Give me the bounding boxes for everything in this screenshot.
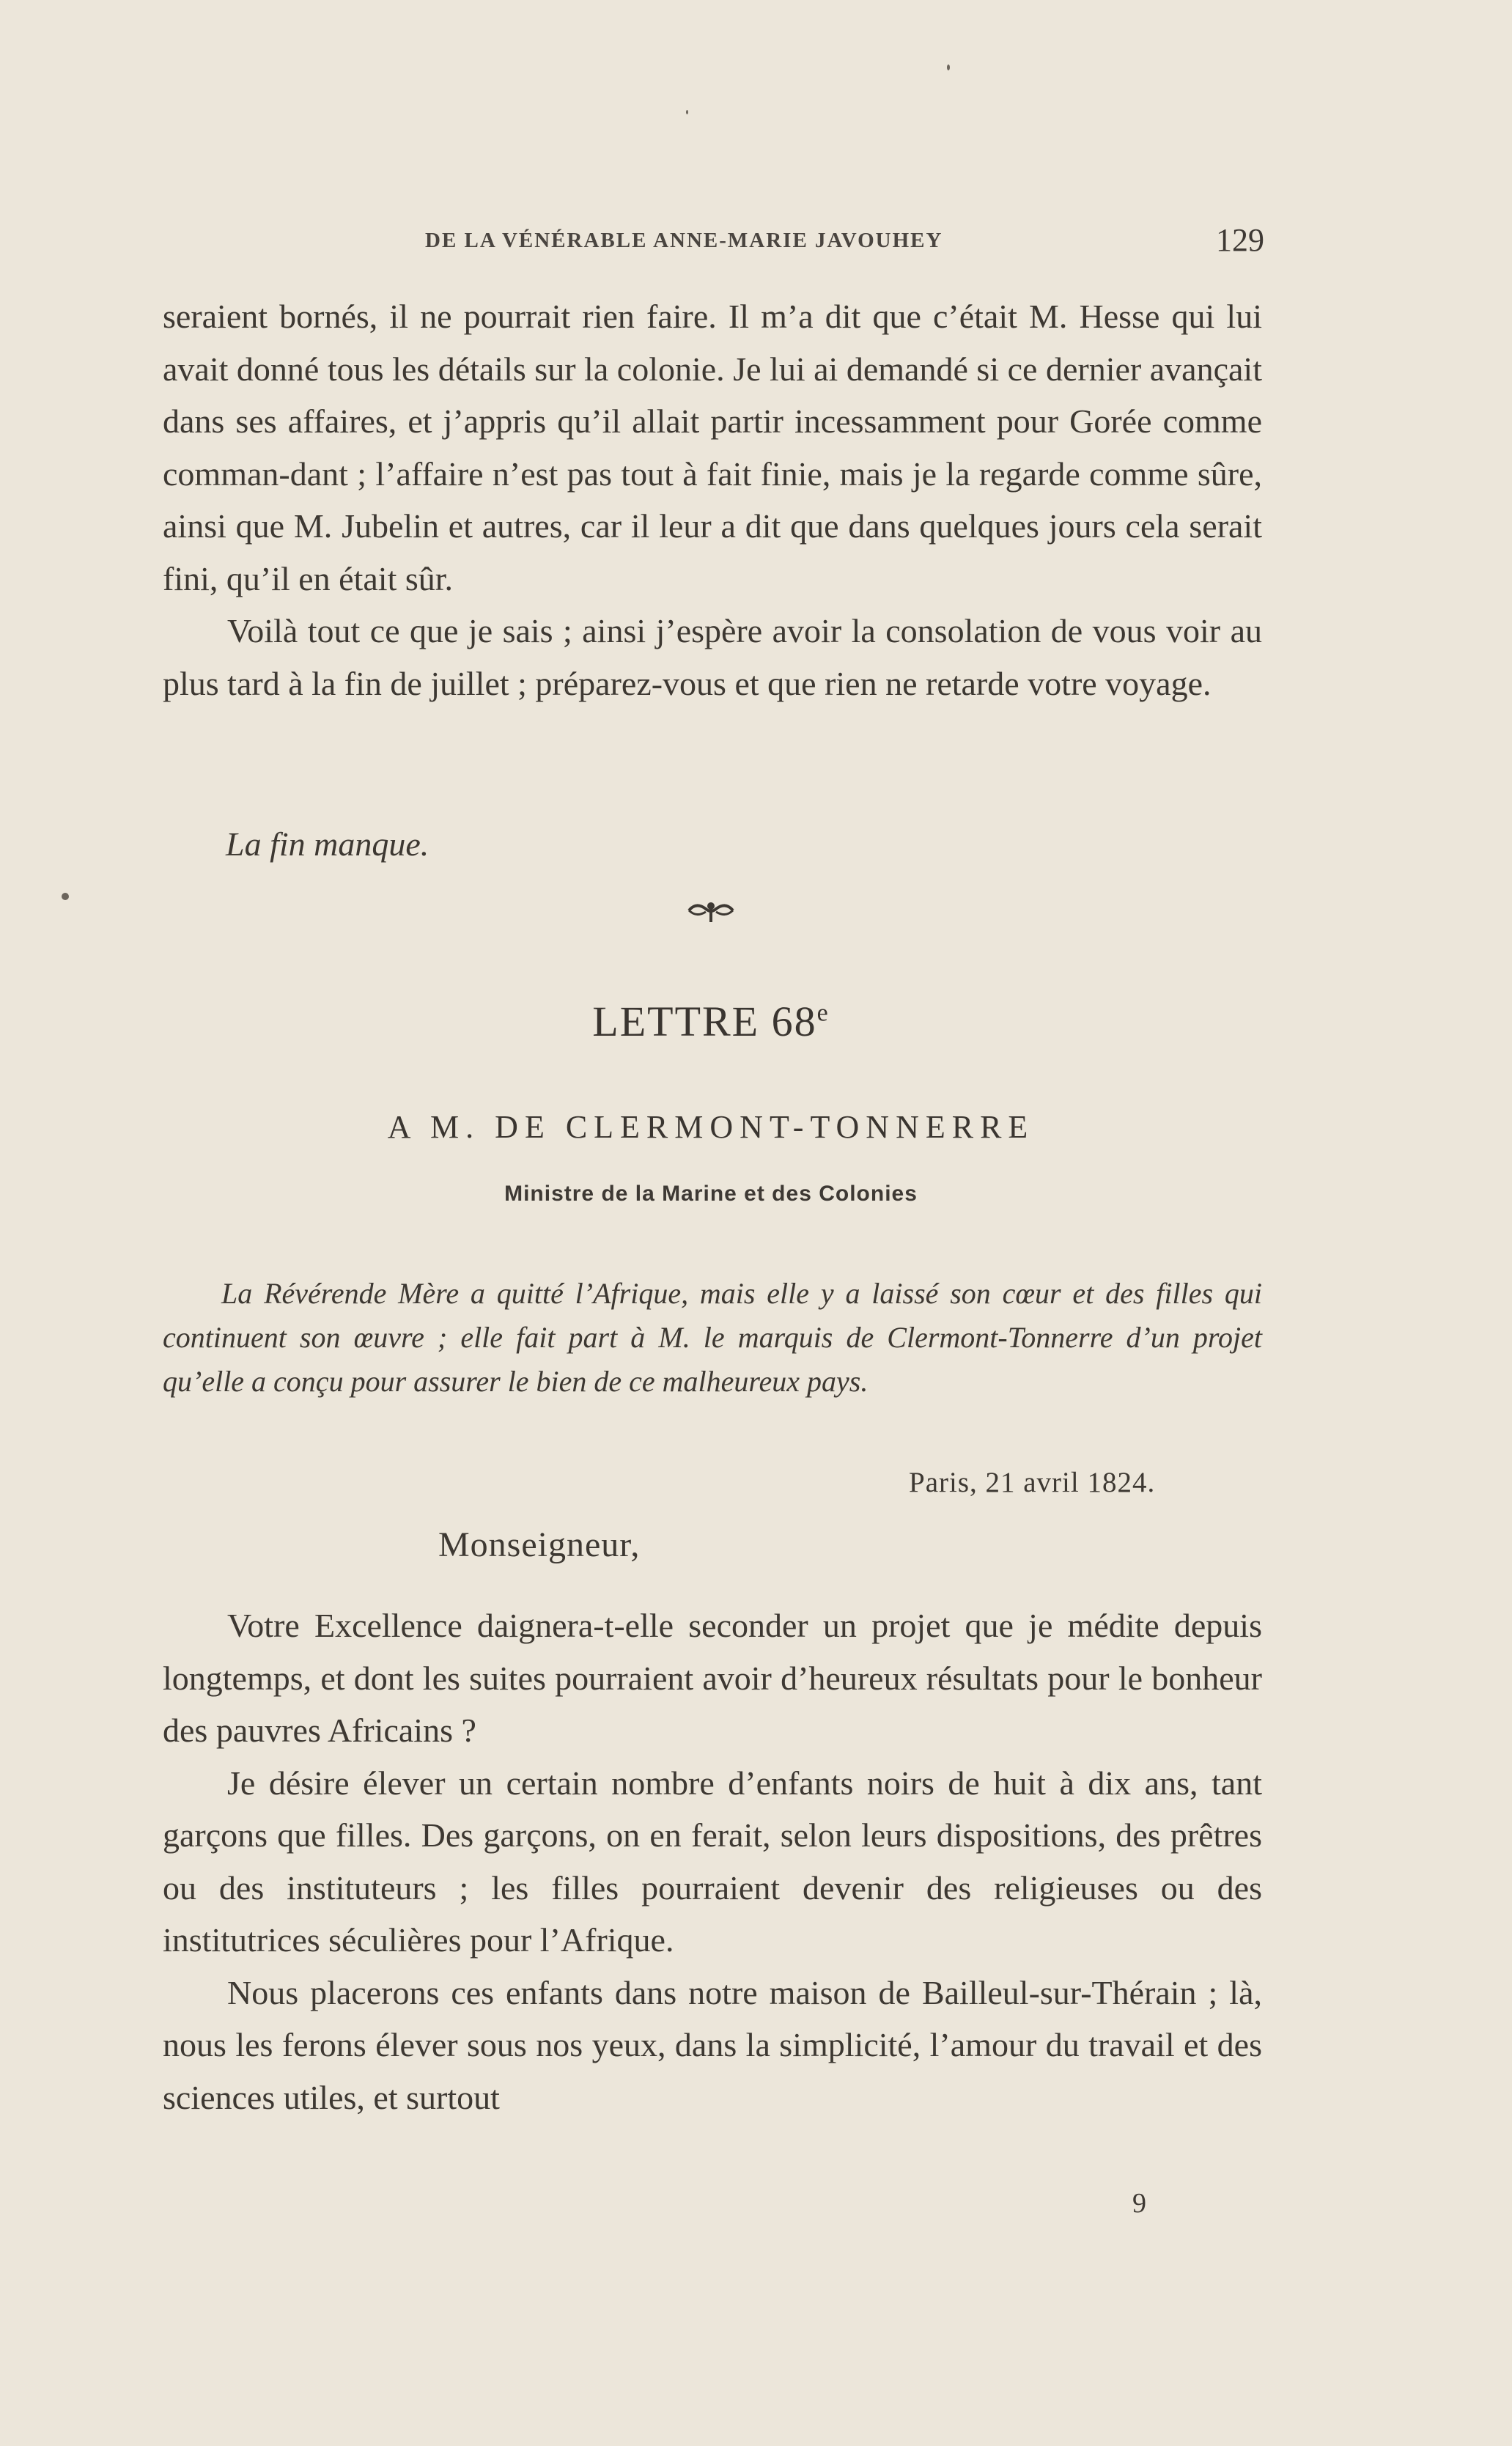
- addressee-role: Ministre de la Marine et des Colonies: [504, 1182, 918, 1206]
- running-header: [425, 221, 1264, 265]
- letter-summary: [163, 1272, 1262, 1404]
- letter-body: [163, 1599, 1262, 2123]
- letter-title-main: LETTRE 68: [592, 998, 817, 1045]
- page-number: 129: [1216, 222, 1264, 258]
- paragraph: Votre Excellence daignera-t-elle seconder un projet que je médite depuis longtemps, et dont les suites pourraient avoir d’heureux résultats pour le bonheur des pauvres Africains ?: [163, 1607, 1262, 1749]
- signature-mark: 9: [1132, 2188, 1146, 2219]
- text-block-continuation: [163, 290, 1262, 710]
- paper-speck: [62, 893, 69, 900]
- paragraph: Je désire élever un certain nombre d’enfants noirs de huit à dix ans, tant garçons que filles. Des garçons, on en ferait, selon leurs dispositions, des prêtres ou des instituteurs ; les filles pourraient devenir des religieuses ou des institutrices séculières pour l’Afrique.: [163, 1764, 1262, 1959]
- summary-text: La Révérende Mère a quitté l’Afrique, mais elle y a laissé son cœur et des filles qui continuent son œuvre ; elle fait part à M. le marquis de Clermont-Tonnerre d’un projet qu’elle a conçu pour assurer le bien de ce malheureux pays.: [163, 1277, 1262, 1398]
- paper-speck: [686, 110, 688, 114]
- closing-note: La fin manque.: [226, 825, 429, 863]
- fleuron-ornament-icon: [685, 896, 737, 925]
- letter-dateline: Paris, 21 avril 1824.: [909, 1467, 1156, 1498]
- paper-speck: [947, 65, 950, 70]
- letter-title: [0, 997, 1422, 1046]
- paragraph: seraient bornés, il ne pourrait rien faire. Il m’a dit que c’était M. Hesse qui lui avait donné tous les détails sur la colonie. Je lui ai demandé si ce dernier avançait dans ses affaires, et j’appris qu’il allait partir incessamment pour Gorée comme comman-dant ; l’affaire n’est pas tout à fait finie, mais je la regarde comme sûre, ainsi que M. Jubelin et autres, car il leur a dit que dans quelques jours cela serait fini, qu’il en était sûr.: [163, 298, 1262, 597]
- letter-title-suffix: e: [816, 999, 830, 1027]
- paragraph: Nous placerons ces enfants dans notre maison de Bailleul-sur-Thérain ; là, nous les ferons élever sous nos yeux, dans la simplicité, l’amour du travail et des sciences utiles, et surtout: [163, 1973, 1262, 2116]
- letter-addressee: A M. DE CLERMONT-TONNERRE: [387, 1109, 1035, 1145]
- running-header-title: DE LA VÉNÉRABLE ANNE-MARIE JAVOUHEY: [425, 229, 943, 252]
- paragraph: Voilà tout ce que je sais ; ainsi j’espère avoir la consolation de vous voir au plus tard à la fin de juillet ; préparez-vous et que rien ne retarde votre voyage.: [163, 612, 1262, 702]
- letter-salutation: Monseigneur,: [438, 1525, 641, 1564]
